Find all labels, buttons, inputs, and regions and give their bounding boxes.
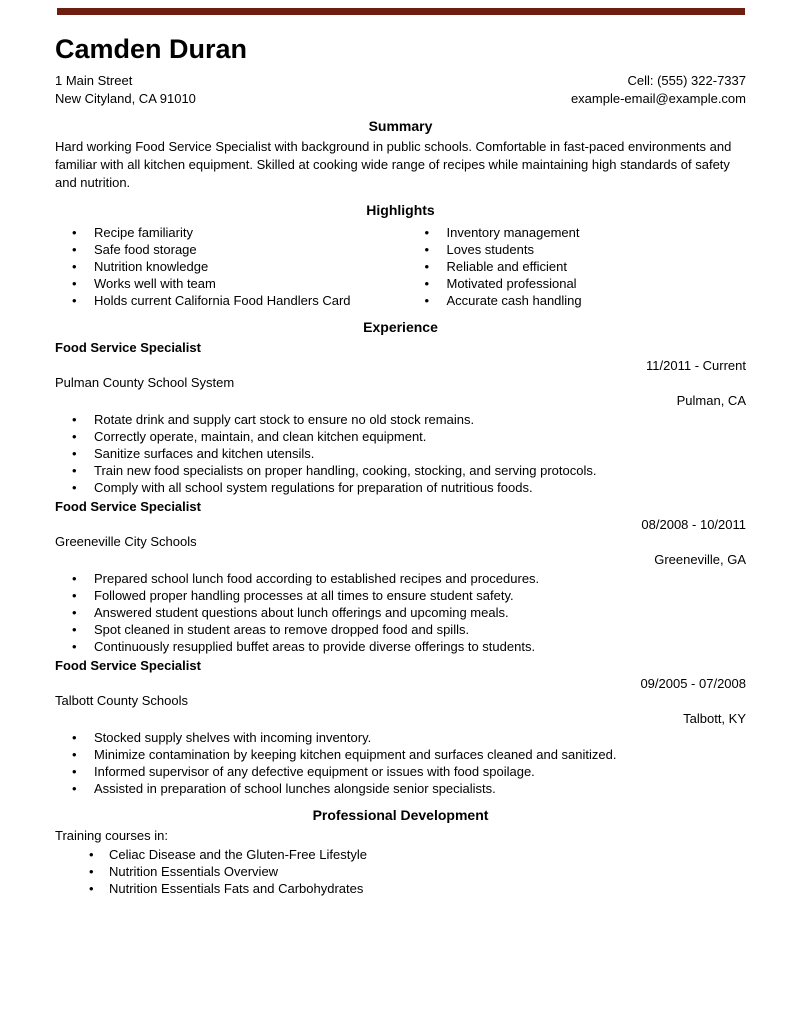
job-entry: [55, 657, 746, 797]
job-bullet-list: [55, 729, 746, 797]
training-item: • Nutrition Essentials Fats and Carbohydrates: [89, 880, 746, 897]
highlights-section: [55, 201, 746, 309]
job-dates: 08/2008 - 10/2011: [641, 516, 746, 532]
highlight-item: • Safe food storage: [72, 241, 401, 258]
job-bullet: • Correctly operate, maintain, and clean kitchen equipment.: [72, 428, 746, 445]
highlights-columns: [55, 222, 746, 309]
job-bullet: • Stocked supply shelves with incoming inventory.: [72, 729, 746, 746]
highlight-item: • Inventory management: [425, 224, 747, 241]
job-bullet: • Comply with all school system regulations for preparation of nutritious foods.: [72, 479, 746, 496]
job-bullet: • Followed proper handling processes at all times to ensure student safety.: [72, 587, 746, 604]
contact-block: [571, 72, 746, 108]
job-bullet: • Assisted in preparation of school lunches alongside senior specialists.: [72, 780, 746, 797]
job-bullet: • Train new food specialists on proper handling, cooking, stocking, and serving protocols.: [72, 462, 746, 479]
job-location: Talbott, KY: [683, 710, 746, 726]
highlight-item: • Recipe familiarity: [72, 224, 401, 241]
training-item: • Celiac Disease and the Gluten-Free Lifestyle: [89, 846, 746, 863]
candidate-name: Camden Duran: [55, 34, 248, 64]
job-bullet-list: [55, 411, 746, 496]
highlight-item: • Works well with team: [72, 275, 401, 292]
job-location: Pulman, CA: [676, 392, 746, 408]
email-address: example-email@example.com: [570, 91, 746, 106]
job-entry: [55, 339, 746, 496]
highlight-item: • Nutrition knowledge: [72, 258, 401, 275]
address-block: [55, 72, 196, 108]
highlight-item: • Reliable and efficient: [425, 258, 747, 275]
experience-heading: Experience: [363, 319, 438, 335]
summary-section: [55, 117, 746, 192]
contact-row: [55, 72, 746, 108]
highlights-left-column: [55, 222, 401, 309]
resume-header: [55, 0, 746, 108]
job-bullet-list: [55, 570, 746, 655]
address-line1: 1 Main Street: [55, 73, 133, 88]
job-bullet: • Answered student questions about lunch offerings and upcoming meals.: [72, 604, 746, 621]
job-dates: 09/2005 - 07/2008: [640, 675, 746, 691]
job-bullet: • Prepared school lunch food according to established recipes and procedures.: [72, 570, 746, 587]
highlights-left-list: [55, 224, 401, 309]
highlight-item: • Loves students: [425, 241, 747, 258]
job-dates: 11/2011 - Current: [646, 357, 746, 373]
highlights-right-list: [401, 224, 747, 309]
highlight-item: • Holds current California Food Handlers Card: [72, 292, 401, 309]
job-bullet: • Spot cleaned in student areas to remove dropped food and spills.: [72, 621, 746, 638]
top-accent-bar: [57, 8, 745, 15]
training-list: [55, 846, 746, 897]
highlights-right-column: [401, 222, 747, 309]
experience-section: [55, 318, 746, 797]
highlights-heading: Highlights: [366, 202, 435, 218]
highlight-item: • Motivated professional: [425, 275, 747, 292]
job-entry: [55, 498, 746, 655]
phone-number: Cell: (555) 322-7337: [627, 73, 746, 88]
job-location: Greeneville, GA: [654, 551, 746, 567]
job-bullet: • Sanitize surfaces and kitchen utensils.: [72, 445, 746, 462]
job-title: Food Service Specialist: [55, 658, 201, 673]
summary-text: Hard working Food Service Specialist with background in public schools. Comfortable in fast-paced environments and familiar with all kitchen equipment. Skilled at cooking wide range of recipes while maintaining high standards of safety and nutrition.: [55, 139, 732, 190]
job-bullet: • Informed supervisor of any defective equipment or issues with food spoilage.: [72, 763, 746, 780]
summary-heading: Summary: [368, 118, 433, 134]
training-item: • Nutrition Essentials Overview: [89, 863, 746, 880]
job-title: Food Service Specialist: [55, 499, 201, 514]
job-company: Talbott County Schools: [55, 693, 188, 708]
professional-development-section: [55, 806, 746, 897]
professional-development-heading: Professional Development: [312, 807, 489, 823]
job-bullet: • Minimize contamination by keeping kitchen equipment and surfaces cleaned and sanitized.: [72, 746, 746, 763]
job-bullet: • Continuously resupplied buffet areas to provide diverse offerings to students.: [72, 638, 746, 655]
highlight-item: • Accurate cash handling: [425, 292, 747, 309]
job-company: Pulman County School System: [55, 375, 235, 390]
training-intro: Training courses in:: [55, 828, 168, 843]
job-bullet: • Rotate drink and supply cart stock to ensure no old stock remains.: [72, 411, 746, 428]
address-line2: New Cityland, CA 91010: [55, 91, 196, 106]
job-company: Greeneville City Schools: [55, 534, 197, 549]
job-title: Food Service Specialist: [55, 340, 201, 355]
